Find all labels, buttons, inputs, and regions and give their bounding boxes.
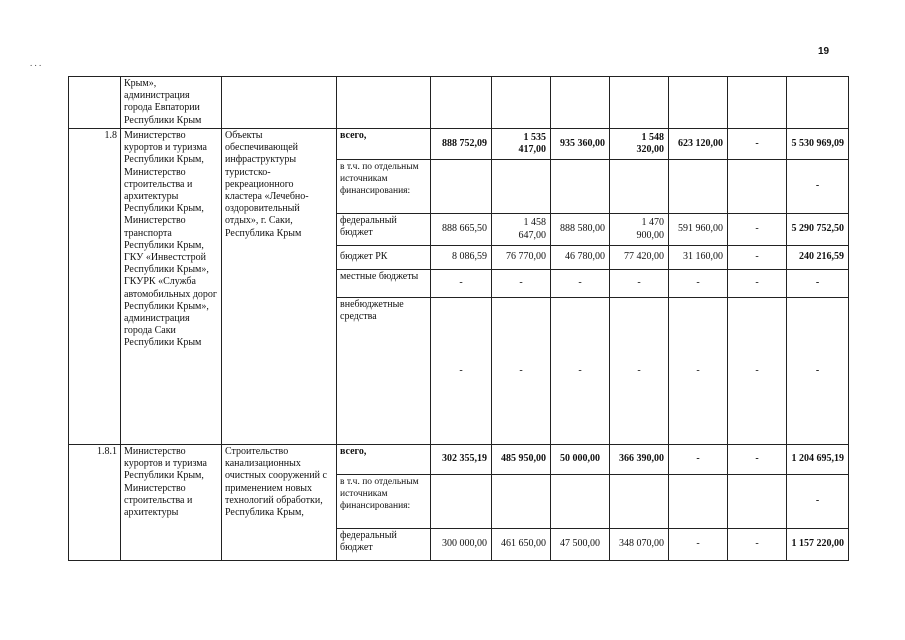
cell-value: -	[431, 298, 492, 445]
cell-label: внебюджетные средства	[337, 298, 431, 445]
cell-label: всего,	[337, 129, 431, 160]
cell-label: федеральный бюджет	[337, 214, 431, 246]
cell-total: -	[787, 270, 849, 298]
cell-value: 46 780,00	[551, 246, 610, 270]
table-row-continuation	[69, 77, 849, 129]
cell-total: 240 216,59	[787, 246, 849, 270]
margin-marks: . . .	[30, 58, 42, 68]
cell-value: -	[669, 298, 728, 445]
cell-label: всего,	[337, 445, 431, 475]
cell-value: -	[669, 270, 728, 298]
cell-object	[222, 77, 337, 129]
cell-executor: Министерство курортов и туризма Республики Крым, Министерство строительства и архитектуры	[121, 445, 222, 561]
cell-label: бюджет РК	[337, 246, 431, 270]
cell-value: 485 950,00	[492, 445, 551, 475]
cell-value: -	[669, 445, 728, 475]
cell-value: -	[728, 246, 787, 270]
cell-value: 366 390,00	[610, 445, 669, 475]
cell-value: -	[728, 270, 787, 298]
cell-value: -	[728, 298, 787, 445]
cell-value: 47 500,00	[551, 529, 610, 561]
cell-num: 1.8	[69, 129, 121, 445]
cell-label: местные бюджеты	[337, 270, 431, 298]
cell-object: Строительство канализационных очистных сооружений с применением новых технологий обработки, Республика Крым,	[222, 445, 337, 561]
cell-value: -	[551, 270, 610, 298]
cell-executor: Крым», администрация города Евпатории Республики Крым	[121, 77, 222, 129]
cell-label: в т.ч. по отдельным источникам финансирования:	[337, 160, 431, 214]
table-row	[69, 445, 849, 475]
cell-num	[69, 77, 121, 129]
cell-value: -	[669, 529, 728, 561]
cell-label: в т.ч. по отдельным источникам финансирования:	[337, 475, 431, 529]
cell-value: 348 070,00	[610, 529, 669, 561]
cell-value: 1 470 900,00	[610, 214, 669, 246]
cell-value: 1 548 320,00	[610, 129, 669, 160]
cell-value: -	[431, 270, 492, 298]
cell-total: 5 530 969,09	[787, 129, 849, 160]
cell-value: 1 535 417,00	[492, 129, 551, 160]
cell-label: федеральный бюджет	[337, 529, 431, 561]
cell-total: -	[787, 298, 849, 445]
cell-value: 76 770,00	[492, 246, 551, 270]
cell-total: 5 290 752,50	[787, 214, 849, 246]
table-row	[69, 129, 849, 160]
cell-value: 888 665,50	[431, 214, 492, 246]
cell-total: 1 157 220,00	[787, 529, 849, 561]
cell-value: -	[728, 445, 787, 475]
cell-total: 1 204 695,19	[787, 445, 849, 475]
cell-value: 461 650,00	[492, 529, 551, 561]
cell-label	[337, 77, 431, 129]
cell-value: 77 420,00	[610, 246, 669, 270]
cell-value: 935 360,00	[551, 129, 610, 160]
cell-value: 300 000,00	[431, 529, 492, 561]
cell-total: -	[787, 160, 849, 214]
cell-value: -	[492, 270, 551, 298]
cell-value: 31 160,00	[669, 246, 728, 270]
cell-num: 1.8.1	[69, 445, 121, 561]
cell-object: Объекты обеспечивающей инфраструктуры туристско-рекреационного кластера «Лечебно-оздоровительный отдых», г. Саки, Республика Крым	[222, 129, 337, 445]
cell-value: 302 355,19	[431, 445, 492, 475]
cell-value: 623 120,00	[669, 129, 728, 160]
cell-value: -	[610, 270, 669, 298]
cell-value: -	[728, 214, 787, 246]
financing-table	[68, 76, 849, 561]
page-number: 19	[818, 46, 830, 57]
cell-value: 888 752,09	[431, 129, 492, 160]
cell-total: -	[787, 475, 849, 529]
cell-value: 888 580,00	[551, 214, 610, 246]
cell-value: -	[610, 298, 669, 445]
cell-value: -	[551, 298, 610, 445]
cell-value: 8 086,59	[431, 246, 492, 270]
cell-value: 1 458 647,00	[492, 214, 551, 246]
cell-value: -	[728, 529, 787, 561]
cell-executor: Министерство курортов и туризма Республики Крым, Министерство строительства и архитектуры Республики Крым, Министерство транспорта Республики Крым, ГКУ «Инвестстрой Республики Крым», ГКУРК «Служба автомобильных дорог Республики Крым», администрация города Саки Республики Крым	[121, 129, 222, 445]
cell-value: -	[492, 298, 551, 445]
cell-value: 591 960,00	[669, 214, 728, 246]
cell-value: 50 000,00	[551, 445, 610, 475]
cell-value: -	[728, 129, 787, 160]
